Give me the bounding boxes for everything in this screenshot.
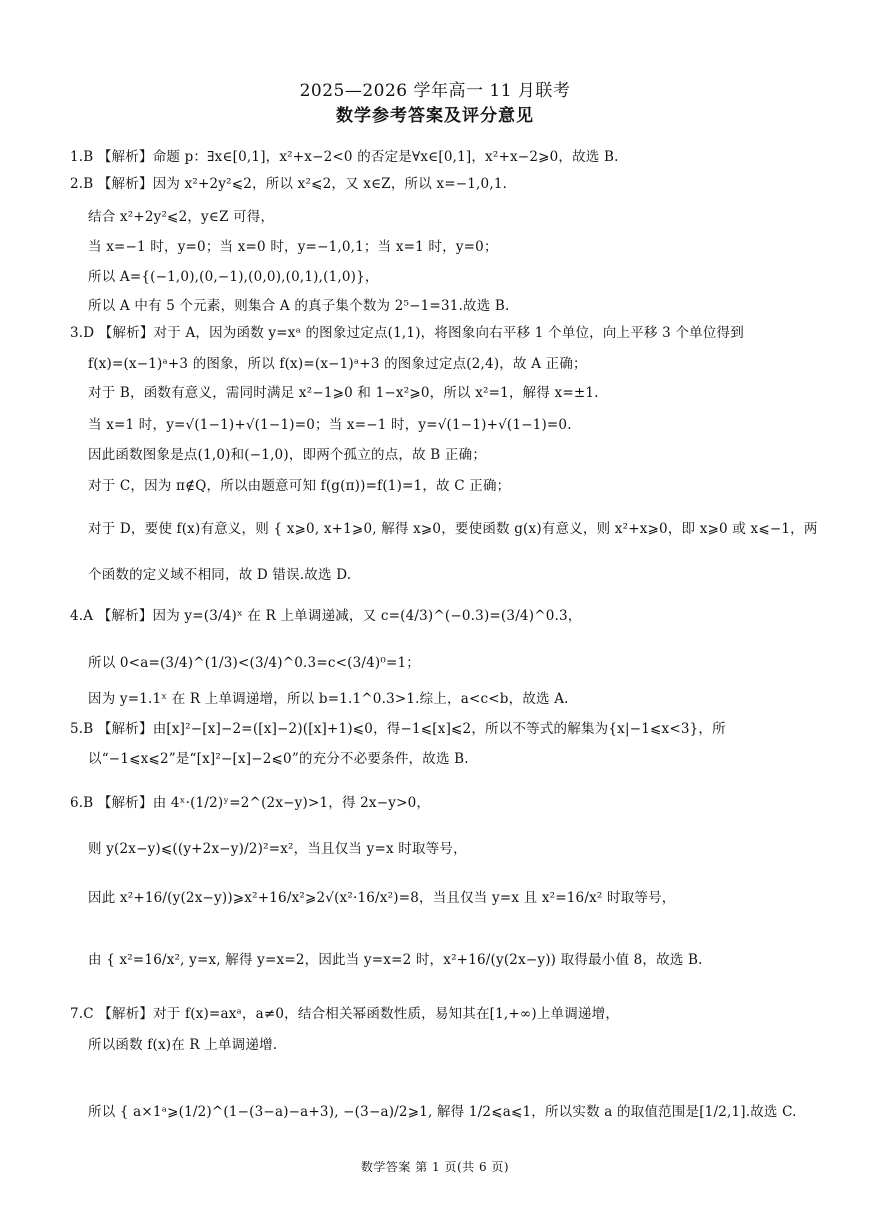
answer-line: 以“−1⩽x⩽2”是“[x]²−[x]−2⩽0”的充分不必要条件，故选 B.	[88, 751, 469, 767]
page-subtitle: 数学参考答案及评分意见	[336, 106, 534, 126]
answer-line: 所以 0<a=(3/4)^(1/3)<(3/4)^0.3=c<(3/4)⁰=1；	[88, 655, 420, 671]
answer-line: 当 x=1 时，y=√(1−1)+√(1−1)=0；当 x=−1 时，y=√(1−1)+√(1−1)=0.	[88, 417, 572, 433]
page-title: 2025—2026 学年高一 11 月联考	[299, 81, 571, 101]
answer-line: 对于 C，因为 π∉Q，所以由题意可知 f(g(π))=f(1)=1，故 C 正确；	[88, 478, 511, 494]
answer-line: 所以 A={(−1,0),(0,−1),(0,0),(0,1),(1,0)}，	[88, 269, 379, 285]
answer-line: 4.A 【解析】因为 y=(3/4)ˣ 在 R 上单调递减，又 c=(4/3)^(−0.3)=(3/4)^0.3，	[70, 608, 582, 624]
answer-line: 个函数的定义域不相同，故 D 错误.故选 D.	[88, 567, 352, 583]
answer-line: 因为 y=1.1ˣ 在 R 上单调递增，所以 b=1.1^0.3>1.综上，a<c<b，故选 A.	[88, 691, 569, 707]
answer-line: 所以 { a×1ᵃ⩾(1/2)^(1−(3−a)−a+3), −(3−a)/2⩾1, 解得 1/2⩽a⩽1，所以实数 a 的取值范围是[1/2,1].故选 C.	[88, 1104, 797, 1120]
answer-line: 则 y(2x−y)⩽((y+2x−y)/2)²=x²，当且仅当 y=x 时取等号，	[88, 841, 467, 857]
answer-line: 结合 x²+2y²⩽2，y∈Z 可得，	[88, 209, 275, 225]
answer-line: 所以函数 f(x)在 R 上单调递增.	[88, 1037, 278, 1053]
answer-line: 因此 x²+16/(y(2x−y))⩾x²+16/x²⩾2√(x²·16/x²)=8，当且仅当 y=x 且 x²=16/x² 时取等号，	[88, 890, 676, 906]
page-footer: 数学答案 第 1 页(共 6 页)	[360, 1160, 510, 1174]
answer-line: 5.B 【解析】由[x]²−[x]−2=([x]−2)([x]+1)⩽0，得−1⩽[x]⩽2，所以不等式的解集为{x|−1⩽x<3}，所	[70, 721, 726, 737]
answer-line: 当 x=−1 时，y=0；当 x=0 时，y=−1,0,1；当 x=1 时，y=0；	[88, 239, 498, 255]
answer-line: 对于 B，函数有意义，需同时满足 x²−1⩾0 和 1−x²⩾0，所以 x²=1，解得 x=±1.	[88, 385, 599, 401]
answer-line: 1.B 【解析】命题 p：∃x∈[0,1]，x²+x−2<0 的否定是∀x∈[0,1]，x²+x−2⩾0，故选 B.	[70, 149, 619, 165]
answer-line: 3.D 【解析】对于 A，因为函数 y=xᵃ 的图象过定点(1,1)，将图象向右平移 1 个单位，向上平移 3 个单位得到	[70, 325, 744, 341]
answer-line: 对于 D，要使 f(x)有意义，则 { x⩾0, x+1⩾0, 解得 x⩾0，要使函数 g(x)有意义，则 x²+x⩾0，即 x⩾0 或 x⩽−1，两	[88, 521, 818, 537]
answer-line: 7.C 【解析】对于 f(x)=axᵃ，a≠0，结合相关幂函数性质，易知其在[1,+∞)上单调递增，	[70, 1006, 620, 1022]
answer-line: 6.B 【解析】由 4ˣ·(1/2)ʸ=2^(2x−y)>1，得 2x−y>0，	[70, 795, 431, 811]
answer-line: 所以 A 中有 5 个元素，则集合 A 的真子集个数为 2⁵−1=31.故选 B.	[88, 298, 510, 314]
answer-line: 由 { x²=16/x², y=x, 解得 y=x=2，因此当 y=x=2 时，x²+16/(y(2x−y)) 取得最小值 8，故选 B.	[88, 952, 703, 968]
answer-line: 2.B 【解析】因为 x²+2y²⩽2，所以 x²⩽2，又 x∈Z，所以 x=−1,0,1.	[70, 176, 508, 192]
answer-line: 因此函数图象是点(1,0)和(−1,0)，即两个孤立的点，故 B 正确；	[88, 447, 487, 463]
answer-line: f(x)=(x−1)ᵃ+3 的图象，所以 f(x)=(x−1)ᵃ+3 的图象过定点(2,4)，故 A 正确；	[88, 356, 587, 372]
